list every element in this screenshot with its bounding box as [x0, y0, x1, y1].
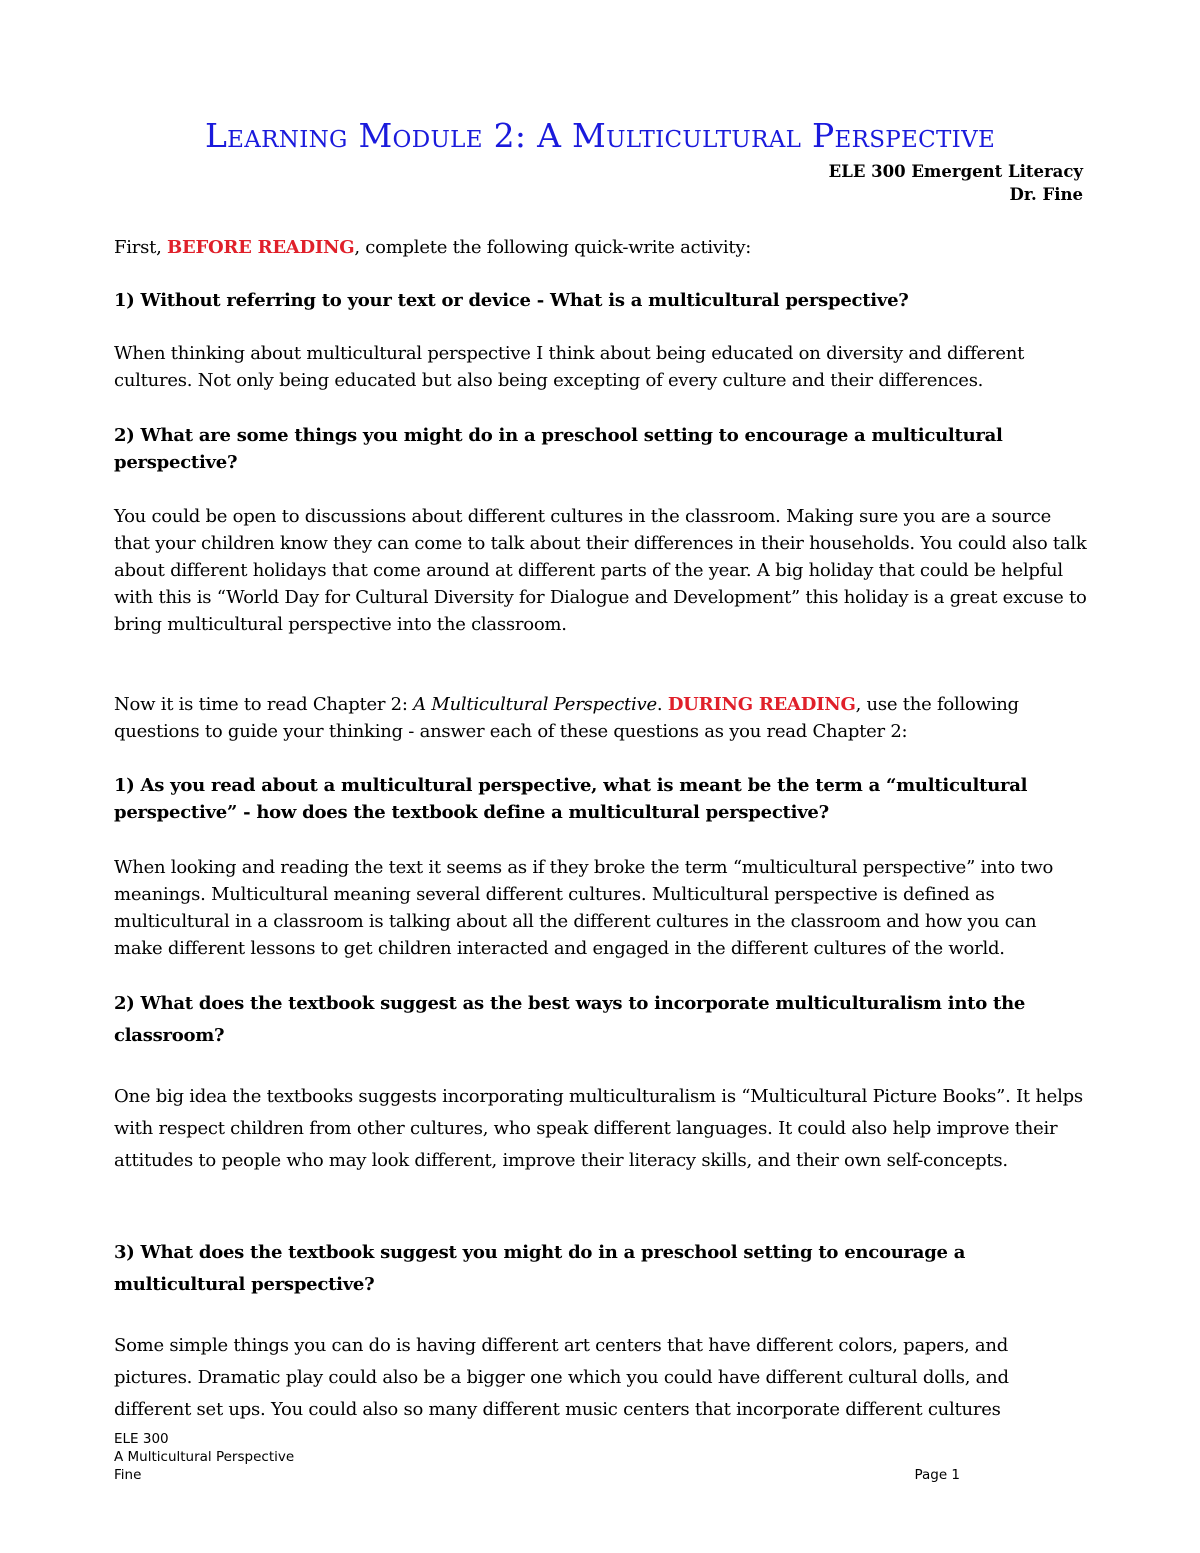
instructor-name: Dr. Fine — [1009, 185, 1083, 204]
intro-suffix: , complete the following quick-write activity: — [354, 237, 752, 258]
footer-topic: A Multicultural Perspective — [114, 1449, 295, 1465]
before-answer-1: When thinking about multicultural perspective I think about being educated on diversity and different cultures. Not only being educated but also being excepting of every culture and their differences. — [114, 343, 1025, 391]
before-question-2: 2) What are some things you might do in a preschool setting to encourage a multicultural perspective? — [114, 425, 1003, 473]
before-question-1: 1) Without referring to your text or device - What is a multicultural perspective? — [114, 290, 909, 311]
chapter-title: A Multicultural Perspective — [413, 694, 657, 715]
during-answer-3: Some simple things you can do is having different art centers that have different colors, papers, and pictures. Dramatic play could also be a bigger one which you could have different cultural dolls, and different set ups. You could also so many different music centers that incorporate different cultures — [114, 1335, 1009, 1420]
before-answer-2: You could be open to discussions about different cultures in the classroom. Making sure you are a source that your children know they can come to talk about their differences in their households. You could also talk about different holidays that come around at different parts of the year. A big holiday that could be helpful with this is “World Day for Cultural Diversity for Dialogue and Development” this holiday is a great excuse to bring multicultural perspective into the classroom. — [114, 506, 1087, 635]
before-reading-label: BEFORE READING — [167, 237, 355, 258]
footer-course: ELE 300 — [114, 1431, 169, 1447]
during-question-3: 3) What does the textbook suggest you might do in a preschool setting to encourage a multicultural perspective? — [114, 1242, 966, 1295]
during-answer-2: One big idea the textbooks suggests incorporating multiculturalism is “Multicultural Picture Books”. It helps with respect children from other cultures, who speak different languages. It could also help improve their attitudes to people who may look different, improve their literacy skills, and their own self-concepts. — [114, 1086, 1083, 1171]
during-reading-intro — [114, 691, 1089, 745]
during-intro-prefix: Now it is time to read Chapter 2: — [114, 694, 414, 715]
page-title: Learning Module 2: A Multicultural Perspective — [204, 116, 996, 155]
during-question-1: 1) As you read about a multicultural perspective, what is meant be the term a “multicultural perspective” - how does the textbook define a multicultural perspective? — [114, 775, 1028, 823]
page-footer — [114, 1430, 960, 1484]
during-reading-label: DURING READING — [667, 694, 856, 715]
page-number: Page 1 — [914, 1467, 960, 1483]
footer-author: Fine — [114, 1467, 142, 1483]
course-name: ELE 300 Emergent Literacy — [828, 162, 1083, 181]
course-info — [829, 160, 1083, 206]
during-intro-period: . — [656, 694, 668, 715]
before-reading-intro — [114, 234, 1089, 261]
during-answer-1: When looking and reading the text it seems as if they broke the term “multicultural perspective” into two meanings. Multicultural meaning several different cultures. Multicultural perspective is defined as multicultural in a classroom is talking about all the different cultures in the classroom and how you can make different lessons to get children interacted and engaged in the different cultures of the world. — [114, 857, 1054, 959]
intro-prefix: First, — [114, 237, 168, 258]
during-question-2: 2) What does the textbook suggest as the best ways to incorporate multiculturalism into the classroom? — [114, 993, 1026, 1046]
during-intro-suffix: , use the following questions to guide your thinking - answer each of these questions as you read Chapter 2: — [114, 694, 1019, 742]
